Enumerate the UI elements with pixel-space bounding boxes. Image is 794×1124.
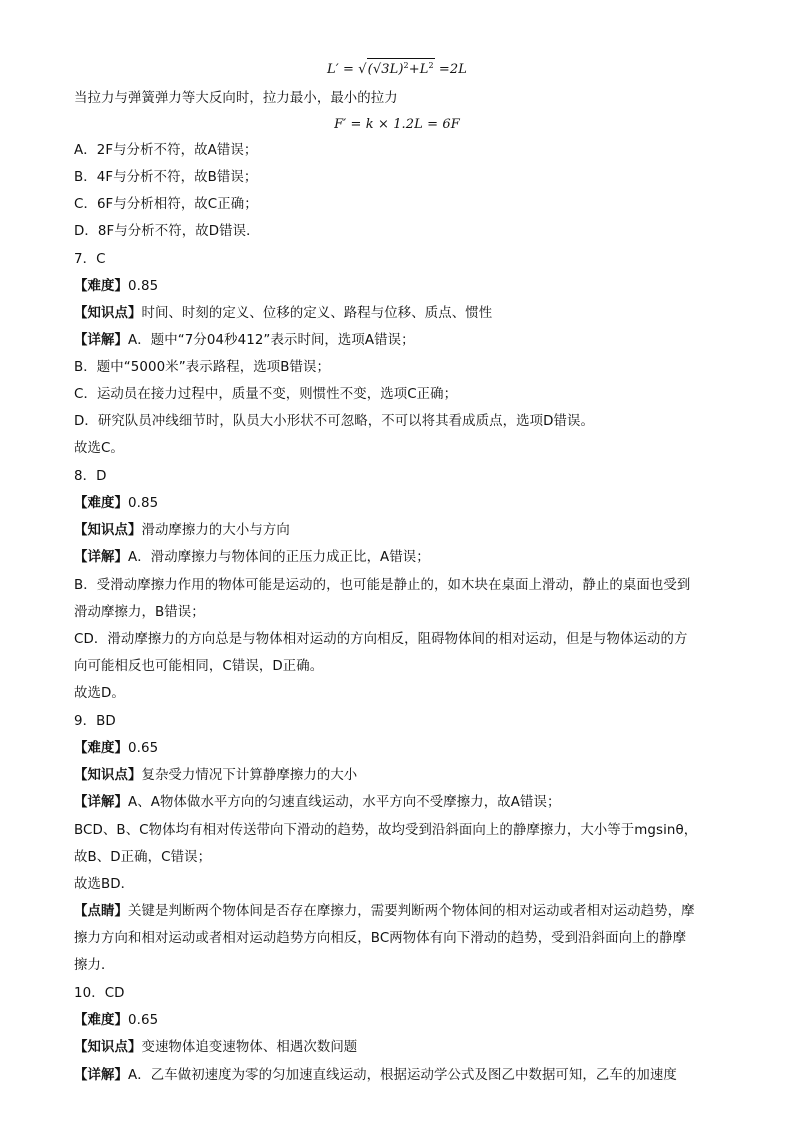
knowledge-value: 时间、时刻的定义、位移的定义、路程与位移、质点、惯性 <box>141 306 493 321</box>
text-line: 擦力方向和相对运动或者相对运动趋势方向相反，BC两物体有向下滑动的趋势，受到沿斜面向上的静摩 <box>74 931 687 946</box>
text-line: 当拉力与弹簧弹力等大反向时，拉力最小，最小的拉力 <box>74 91 398 106</box>
detail-text: A．题中“7分04秒412”表示时间，选项A错误； <box>127 333 415 348</box>
detail-line <box>74 331 724 351</box>
detail-text: A．滑动摩擦力与物体间的正压力成正比，A错误； <box>127 550 430 565</box>
answer-line: 故选BD． <box>74 877 135 892</box>
difficulty-tag: 【难度】 <box>74 496 128 511</box>
text-line: 故B、D正确，C错误； <box>74 850 212 865</box>
sqrt-body <box>367 58 435 77</box>
knowledge-line <box>74 304 724 324</box>
detail-tag: 【详解】 <box>74 795 128 810</box>
formula-inner: (√3L) <box>367 62 404 77</box>
question-number: 8．D <box>74 469 107 484</box>
text-line: B．受滑动摩擦力作用的物体可能是运动的，也可能是静止的，如木块在桌面上滑动，静止的桌面也受到 <box>74 578 691 593</box>
formula-rhs: =2L <box>434 62 467 77</box>
note-tag: 【点睛】 <box>74 904 128 919</box>
text-line: 擦力． <box>74 958 115 973</box>
text-line: CD．滑动摩擦力的方向总是与物体相对运动的方向相反，阻碍物体间的相对运动，但是与物体运动的方 <box>74 632 688 647</box>
answer-line: 故选D。 <box>74 686 125 701</box>
knowledge-tag: 【知识点】 <box>74 523 142 538</box>
formula-exp-2: 2 <box>428 61 434 70</box>
knowledge-line <box>74 1038 724 1058</box>
formula-f-prime: F′ = k × 1.2L = 6F <box>334 117 460 132</box>
detail-line <box>74 1066 724 1086</box>
formula-l-prime <box>0 58 794 80</box>
formula-lhs: L′ = <box>327 62 359 77</box>
note-text: 关键是判断两个物体间是否存在摩擦力，需要判断两个物体间的相对运动或者相对运动趋势，摩 <box>127 904 695 919</box>
formula-exp-1: 2 <box>403 61 409 70</box>
option-line: C．6F与分析相符，故C正确； <box>74 197 258 212</box>
difficulty-value: 0.65 <box>127 741 159 756</box>
difficulty-value: 0.65 <box>127 1013 159 1028</box>
knowledge-value: 变速物体追变速物体、相遇次数问题 <box>141 1040 358 1055</box>
note-line <box>74 902 724 922</box>
knowledge-tag: 【知识点】 <box>74 1040 142 1055</box>
question-number: 7．C <box>74 252 106 267</box>
detail-tag: 【详解】 <box>74 550 128 565</box>
formula-plus: +L <box>408 62 429 77</box>
option-line: B．4F与分析不符，故B错误； <box>74 170 258 185</box>
difficulty-value: 0.85 <box>127 496 159 511</box>
knowledge-tag: 【知识点】 <box>74 306 142 321</box>
option-line: D．8F与分析不符，故D错误． <box>74 224 260 239</box>
detail-tag: 【详解】 <box>74 1068 128 1083</box>
detail-tag: 【详解】 <box>74 333 128 348</box>
text-line: BCD、B、C物体均有相对传送带向下滑动的趋势，故均受到沿斜面向上的静摩擦力，大小等于mgsinθ， <box>74 823 698 838</box>
question-number: 9．BD <box>74 714 116 729</box>
text-line: C．运动员在接力过程中，质量不变，则惯性不变，选项C正确； <box>74 387 458 402</box>
text-line: B．题中“5000米”表示路程，选项B错误； <box>74 360 330 375</box>
knowledge-line <box>74 521 724 541</box>
detail-line <box>74 793 724 813</box>
detail-text: A、A物体做水平方向的匀速直线运动，水平方向不受摩擦力，故A错误； <box>127 795 561 810</box>
difficulty-line <box>74 277 724 297</box>
sqrt-sign: √ <box>358 62 367 77</box>
difficulty-tag: 【难度】 <box>74 741 128 756</box>
difficulty-line <box>74 1011 724 1031</box>
text-line: D．研究队员冲线细节时，队员大小形状不可忽略，不可以将其看成质点，选项D错误。 <box>74 414 594 429</box>
option-line: A．2F与分析不符，故A错误； <box>74 143 258 158</box>
knowledge-tag: 【知识点】 <box>74 768 142 783</box>
difficulty-tag: 【难度】 <box>74 279 128 294</box>
difficulty-tag: 【难度】 <box>74 1013 128 1028</box>
knowledge-value: 滑动摩擦力的大小与方向 <box>141 523 290 538</box>
detail-text: A．乙车做初速度为零的匀加速直线运动，根据运动学公式及图乙中数据可知，乙车的加速度 <box>127 1068 677 1083</box>
difficulty-line <box>74 494 724 514</box>
knowledge-line <box>74 766 724 786</box>
question-number: 10．CD <box>74 986 125 1001</box>
text-line: 向可能相反也可能相同，C错误，D正确。 <box>74 659 324 674</box>
text-line: 滑动摩擦力，B错误； <box>74 605 205 620</box>
answer-line: 故选C。 <box>74 441 124 456</box>
detail-line <box>74 548 724 568</box>
knowledge-value: 复杂受力情况下计算静摩擦力的大小 <box>141 768 358 783</box>
difficulty-line <box>74 739 724 759</box>
difficulty-value: 0.85 <box>127 279 159 294</box>
